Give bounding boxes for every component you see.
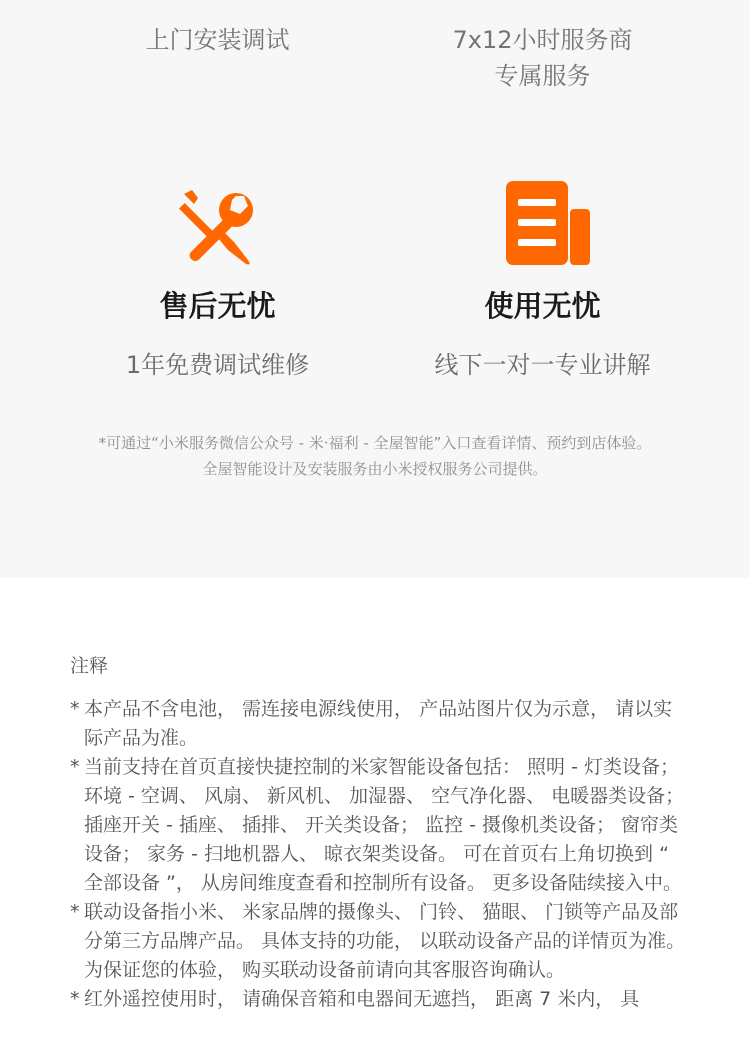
right-service-top bbox=[355, 22, 730, 94]
usage-sub-block bbox=[355, 345, 730, 380]
exclusive-service-label: 专属服务 bbox=[494, 62, 591, 90]
note-bullet: * bbox=[70, 988, 80, 1010]
note-text: 红外遥控使用时， 请确保音箱和电器间无遮挡， 距离 7 米内， 具 bbox=[84, 988, 640, 1010]
free-repair-label: 1年免费调试维修 bbox=[125, 351, 310, 379]
note-bullet: * bbox=[70, 901, 80, 923]
wrench-screwdriver-icon bbox=[178, 188, 258, 268]
service-hours-label: 7x12小时服务商 bbox=[452, 26, 633, 54]
note-item bbox=[70, 753, 690, 898]
note-item bbox=[70, 695, 690, 753]
left-service-top bbox=[30, 22, 405, 58]
service-footnote bbox=[0, 430, 750, 482]
offline-explain-label: 线下一对一专业讲解 bbox=[434, 351, 651, 379]
notes-section bbox=[70, 652, 690, 1014]
note-text: 联动设备指小米、 米家品牌的摄像头、 门铃、 猫眼、 门锁等产品及部分第三方品牌产品。 具体支持的功能， 以联动设备产品的详情页为准。 为保证您的体验， 购买联动设备前请向其客服咨询确认。 bbox=[84, 901, 686, 981]
after-sales-block bbox=[30, 284, 405, 325]
usage-block bbox=[355, 284, 730, 325]
note-bullet: * bbox=[70, 756, 80, 778]
document-icon bbox=[504, 181, 592, 267]
footnote-line-1: *可通过“小米服务微信公众号 - 米·福利 - 全屋智能”入口查看详情、预约到店体验。 bbox=[98, 434, 652, 452]
notes-title: 注释 bbox=[70, 655, 109, 677]
after-sales-sub-block bbox=[30, 345, 405, 380]
note-text: 当前支持在首页直接快捷控制的米家智能设备包括： 照明 - 灯类设备； 环境 - 空调、 风扇、 新风机、 加湿器、 空气净化器、 电暖器类设备； 插座开关 - 插座、 插排、 开关类设备； 监控 - 摄像机类设备； 窗帘类设备； 家务 - 扫地机器人、 晾衣架类设备。 可在首页右上角切换到 “ 全部设备 ”， 从房间维度查看和控制所有设备。 更多设备陆续接入中。 bbox=[84, 756, 685, 894]
note-item bbox=[70, 898, 690, 985]
note-text: 本产品不含电池， 需连接电源线使用， 产品站图片仅为示意， 请以实际产品为准。 bbox=[84, 698, 673, 749]
after-sales-title: 售后无忧 bbox=[159, 289, 276, 323]
install-debug-label: 上门安装调试 bbox=[145, 26, 290, 54]
usage-title: 使用无忧 bbox=[484, 289, 601, 323]
footnote-line-2: 全屋智能设计及安装服务由小米授权服务公司提供。 bbox=[202, 460, 548, 478]
note-bullet: * bbox=[70, 698, 80, 720]
note-item bbox=[70, 985, 690, 1014]
